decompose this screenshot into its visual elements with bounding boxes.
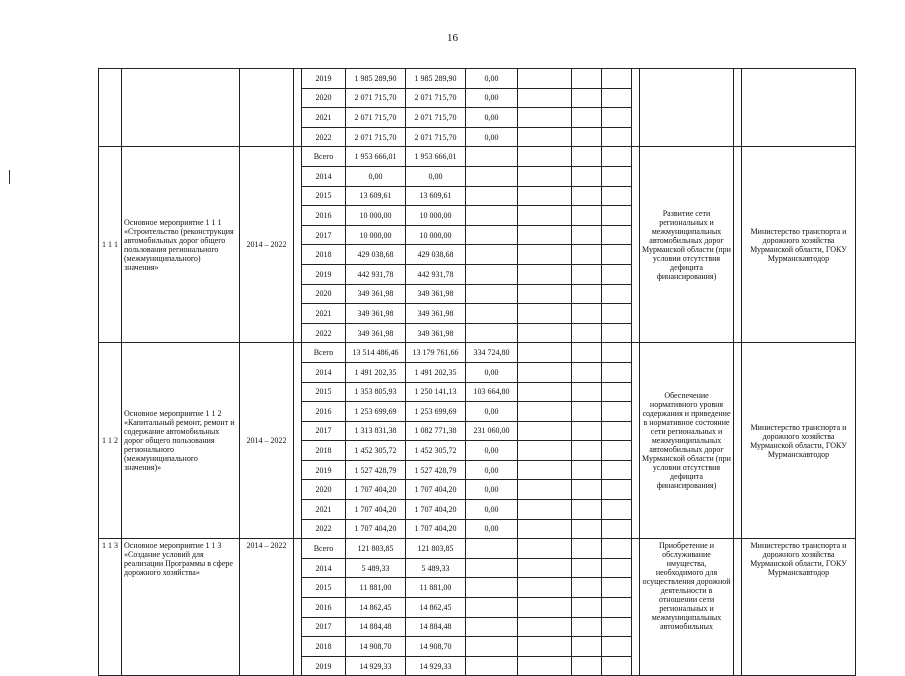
regional-budget-cell: 2 071 715,70 [406, 88, 466, 108]
year-cell: 2020 [302, 480, 346, 500]
empty-cell [602, 186, 632, 206]
empty-cell [518, 617, 572, 637]
table-body [99, 69, 856, 676]
regional-budget-cell: 1 250 141,13 [406, 382, 466, 402]
total-cell: 13 609,61 [346, 186, 406, 206]
regional-budget-cell: 14 908,70 [406, 637, 466, 657]
federal-budget-cell [466, 245, 518, 265]
total-cell: 5 489,33 [346, 558, 406, 578]
federal-budget-cell [466, 225, 518, 245]
empty-cell [518, 88, 572, 108]
year-cell: 2016 [302, 402, 346, 422]
empty-cell [572, 284, 602, 304]
federal-budget-cell [466, 264, 518, 284]
federal-budget-cell [466, 558, 518, 578]
total-cell: 11 881,00 [346, 578, 406, 598]
empty-cell [518, 166, 572, 186]
regional-budget-cell: 1 527 428,79 [406, 460, 466, 480]
federal-budget-cell: 0,00 [466, 500, 518, 520]
measure-outcome [640, 69, 734, 147]
empty-cell [602, 69, 632, 89]
regional-budget-cell: 1 491 202,35 [406, 362, 466, 382]
regional-budget-cell: 2 071 715,70 [406, 127, 466, 147]
total-cell: 1 707 404,20 [346, 519, 406, 539]
measure-name: Основное мероприятие 1 1 2 «Капитальный ремонт, ремонт и содержание автомобильных дорог общего пользования регионального (межмуниципального значения)» [122, 343, 240, 539]
year-cell: 2022 [302, 519, 346, 539]
empty-cell [602, 421, 632, 441]
regional-budget-cell: 121 803,85 [406, 539, 466, 559]
empty-cell [572, 362, 602, 382]
measure-number: 1 1 3 [99, 539, 122, 676]
margin-mark [9, 170, 10, 184]
total-cell: 349 361,98 [346, 284, 406, 304]
federal-budget-cell: 0,00 [466, 480, 518, 500]
empty-cell [572, 460, 602, 480]
empty-cell [518, 108, 572, 128]
measure-executor: Министерство транспорта и дорожного хозяйства Мурманской области, ГОКУ Мурманскавтодор [742, 343, 856, 539]
total-cell: 1 953 666,01 [346, 147, 406, 167]
year-cell: Всего [302, 343, 346, 363]
regional-budget-cell: 2 071 715,70 [406, 108, 466, 128]
regional-budget-cell: 349 361,98 [406, 284, 466, 304]
total-cell: 10 000,00 [346, 206, 406, 226]
empty-cell [518, 402, 572, 422]
regional-budget-cell: 442 931,78 [406, 264, 466, 284]
total-cell: 442 931,78 [346, 264, 406, 284]
empty-cell [518, 480, 572, 500]
total-cell: 1 527 428,79 [346, 460, 406, 480]
federal-budget-cell [466, 323, 518, 343]
spacer-cell [632, 539, 640, 676]
total-cell: 1 707 404,20 [346, 500, 406, 520]
federal-budget-cell [466, 617, 518, 637]
federal-budget-cell [466, 598, 518, 618]
measure-outcome: Приобретение и обслуживание имущества, необходимого для осуществления дорожной деятельности в отношении сети региональных и межмуниципальных автомобильных [640, 539, 734, 676]
year-cell: 2018 [302, 441, 346, 461]
year-cell: 2021 [302, 108, 346, 128]
empty-cell [602, 108, 632, 128]
empty-cell [602, 206, 632, 226]
federal-budget-cell: 0,00 [466, 108, 518, 128]
empty-cell [572, 88, 602, 108]
spacer-cell [294, 539, 302, 676]
total-cell: 1 313 831,38 [346, 421, 406, 441]
spacer-cell [632, 343, 640, 539]
federal-budget-cell: 0,00 [466, 519, 518, 539]
measure-period: 2014 – 2022 [240, 539, 294, 676]
spacer-cell [734, 147, 742, 343]
federal-budget-cell: 231 060,00 [466, 421, 518, 441]
year-cell: 2014 [302, 558, 346, 578]
year-cell: 2015 [302, 382, 346, 402]
regional-budget-cell: 1 082 771,38 [406, 421, 466, 441]
empty-cell [572, 225, 602, 245]
measure-period: 2014 – 2022 [240, 147, 294, 343]
federal-budget-cell [466, 304, 518, 324]
spacer-cell [294, 147, 302, 343]
empty-cell [572, 598, 602, 618]
federal-budget-cell: 0,00 [466, 441, 518, 461]
empty-cell [518, 225, 572, 245]
total-cell: 14 862,45 [346, 598, 406, 618]
total-cell: 2 071 715,70 [346, 127, 406, 147]
year-cell: 2015 [302, 186, 346, 206]
empty-cell [518, 245, 572, 265]
empty-cell [518, 500, 572, 520]
empty-cell [518, 421, 572, 441]
federal-budget-cell: 0,00 [466, 460, 518, 480]
empty-cell [602, 558, 632, 578]
total-cell: 1 253 699,69 [346, 402, 406, 422]
empty-cell [602, 245, 632, 265]
year-cell: 2022 [302, 127, 346, 147]
program-measures-table [98, 68, 856, 676]
empty-cell [602, 539, 632, 559]
empty-cell [572, 617, 602, 637]
year-cell: 2016 [302, 598, 346, 618]
total-cell: 10 000,00 [346, 225, 406, 245]
empty-cell [518, 186, 572, 206]
year-cell: 2018 [302, 245, 346, 265]
regional-budget-cell: 1 452 305,72 [406, 441, 466, 461]
empty-cell [572, 108, 602, 128]
federal-budget-cell [466, 206, 518, 226]
year-cell: 2019 [302, 69, 346, 89]
spacer-cell [294, 343, 302, 539]
empty-cell [602, 480, 632, 500]
regional-budget-cell: 10 000,00 [406, 206, 466, 226]
empty-cell [572, 147, 602, 167]
total-cell: 349 361,98 [346, 323, 406, 343]
total-cell: 1 452 305,72 [346, 441, 406, 461]
federal-budget-cell: 0,00 [466, 88, 518, 108]
federal-budget-cell: 334 724,80 [466, 343, 518, 363]
year-cell: 2014 [302, 166, 346, 186]
empty-cell [602, 166, 632, 186]
year-cell: 2022 [302, 323, 346, 343]
spacer-cell [734, 343, 742, 539]
year-cell: 2021 [302, 304, 346, 324]
regional-budget-cell: 5 489,33 [406, 558, 466, 578]
year-cell: 2018 [302, 637, 346, 657]
federal-budget-cell: 103 664,80 [466, 382, 518, 402]
empty-cell [518, 264, 572, 284]
empty-cell [572, 402, 602, 422]
year-cell: 2017 [302, 225, 346, 245]
measure-name [122, 69, 240, 147]
empty-cell [518, 147, 572, 167]
measure-name: Основное мероприятие 1 1 1 «Строительство (реконструкция автомобильных дорог общего пользования регионального (межмуниципального) значения» [122, 147, 240, 343]
empty-cell [602, 500, 632, 520]
total-cell: 1 985 289,90 [346, 69, 406, 89]
empty-cell [602, 304, 632, 324]
federal-budget-cell [466, 656, 518, 676]
empty-cell [518, 343, 572, 363]
empty-cell [602, 402, 632, 422]
regional-budget-cell: 1 253 699,69 [406, 402, 466, 422]
year-cell: 2021 [302, 500, 346, 520]
empty-cell [518, 578, 572, 598]
spacer-cell [294, 69, 302, 147]
total-cell: 14 929,33 [346, 656, 406, 676]
measure-period: 2014 – 2022 [240, 343, 294, 539]
measure-outcome: Обеспечение нормативного уровня содержания и приведение в нормативное состояние сети региональных и межмуниципальных автомобильных дорог Мурманской области (при условии отсутствия дефицита финансирования) [640, 343, 734, 539]
table-row [99, 343, 856, 363]
regional-budget-cell: 14 862,45 [406, 598, 466, 618]
empty-cell [572, 539, 602, 559]
year-cell: 2016 [302, 206, 346, 226]
empty-cell [518, 323, 572, 343]
empty-cell [518, 69, 572, 89]
empty-cell [602, 578, 632, 598]
regional-budget-cell: 1 953 666,01 [406, 147, 466, 167]
empty-cell [602, 88, 632, 108]
empty-cell [518, 519, 572, 539]
measure-period [240, 69, 294, 147]
total-cell: 14 884,48 [346, 617, 406, 637]
empty-cell [518, 382, 572, 402]
empty-cell [572, 245, 602, 265]
total-cell: 121 803,85 [346, 539, 406, 559]
year-cell: 2019 [302, 460, 346, 480]
empty-cell [518, 304, 572, 324]
regional-budget-cell: 1 707 404,20 [406, 480, 466, 500]
year-cell: 2015 [302, 578, 346, 598]
total-cell: 13 514 486,46 [346, 343, 406, 363]
regional-budget-cell: 1 707 404,20 [406, 500, 466, 520]
federal-budget-cell [466, 166, 518, 186]
empty-cell [518, 656, 572, 676]
spacer-cell [632, 69, 640, 147]
total-cell: 349 361,98 [346, 304, 406, 324]
empty-cell [602, 598, 632, 618]
federal-budget-cell: 0,00 [466, 402, 518, 422]
empty-cell [572, 264, 602, 284]
year-cell: 2017 [302, 421, 346, 441]
regional-budget-cell: 0,00 [406, 166, 466, 186]
empty-cell [602, 656, 632, 676]
total-cell: 2 071 715,70 [346, 108, 406, 128]
spacer-cell [734, 539, 742, 676]
empty-cell [602, 617, 632, 637]
empty-cell [572, 127, 602, 147]
measure-number: 1 1 1 [99, 147, 122, 343]
federal-budget-cell: 0,00 [466, 69, 518, 89]
year-cell: 2019 [302, 264, 346, 284]
page-number: 16 [447, 32, 458, 44]
empty-cell [572, 206, 602, 226]
total-cell: 429 038,68 [346, 245, 406, 265]
empty-cell [518, 206, 572, 226]
empty-cell [602, 460, 632, 480]
table-row [99, 69, 856, 89]
regional-budget-cell: 14 929,33 [406, 656, 466, 676]
empty-cell [602, 147, 632, 167]
total-cell: 1 491 202,35 [346, 362, 406, 382]
year-cell: 2017 [302, 617, 346, 637]
empty-cell [518, 284, 572, 304]
empty-cell [572, 480, 602, 500]
federal-budget-cell: 0,00 [466, 362, 518, 382]
year-cell: Всего [302, 147, 346, 167]
regional-budget-cell: 349 361,98 [406, 304, 466, 324]
measure-executor: Министерство транспорта и дорожного хозяйства Мурманской области, ГОКУ Мурманскавтодор [742, 539, 856, 676]
empty-cell [602, 382, 632, 402]
empty-cell [572, 186, 602, 206]
empty-cell [572, 441, 602, 461]
empty-cell [518, 460, 572, 480]
federal-budget-cell [466, 578, 518, 598]
empty-cell [602, 441, 632, 461]
regional-budget-cell: 10 000,00 [406, 225, 466, 245]
year-cell: Всего [302, 539, 346, 559]
year-cell: 2014 [302, 362, 346, 382]
measure-number [99, 69, 122, 147]
empty-cell [602, 343, 632, 363]
federal-budget-cell [466, 147, 518, 167]
measure-outcome: Развитие сети региональных и межмуниципальных автомобильных дорог Мурманской области (при условии отсутствия дефицита финансирования) [640, 147, 734, 343]
empty-cell [572, 558, 602, 578]
total-cell: 14 908,70 [346, 637, 406, 657]
federal-budget-cell [466, 539, 518, 559]
spacer-cell [632, 147, 640, 343]
regional-budget-cell: 13 609,61 [406, 186, 466, 206]
total-cell: 2 071 715,70 [346, 88, 406, 108]
empty-cell [518, 539, 572, 559]
regional-budget-cell: 14 884,48 [406, 617, 466, 637]
federal-budget-cell [466, 186, 518, 206]
empty-cell [572, 304, 602, 324]
year-cell: 2020 [302, 284, 346, 304]
total-cell: 0,00 [346, 166, 406, 186]
year-cell: 2020 [302, 88, 346, 108]
empty-cell [572, 166, 602, 186]
empty-cell [572, 69, 602, 89]
federal-budget-cell [466, 284, 518, 304]
regional-budget-cell: 349 361,98 [406, 323, 466, 343]
empty-cell [602, 127, 632, 147]
measure-executor: Министерство транспорта и дорожного хозяйства Мурманской области, ГОКУ Мурманскавтодор [742, 147, 856, 343]
federal-budget-cell: 0,00 [466, 127, 518, 147]
regional-budget-cell: 11 881,00 [406, 578, 466, 598]
empty-cell [572, 323, 602, 343]
total-cell: 1 707 404,20 [346, 480, 406, 500]
empty-cell [602, 323, 632, 343]
empty-cell [518, 362, 572, 382]
regional-budget-cell: 1 985 289,90 [406, 69, 466, 89]
empty-cell [572, 343, 602, 363]
measure-executor [742, 69, 856, 147]
empty-cell [572, 500, 602, 520]
empty-cell [572, 421, 602, 441]
total-cell: 1 353 805,93 [346, 382, 406, 402]
table-row [99, 539, 856, 559]
regional-budget-cell: 429 038,68 [406, 245, 466, 265]
empty-cell [518, 127, 572, 147]
empty-cell [518, 598, 572, 618]
empty-cell [602, 519, 632, 539]
spacer-cell [734, 69, 742, 147]
year-cell: 2019 [302, 656, 346, 676]
empty-cell [518, 441, 572, 461]
empty-cell [572, 519, 602, 539]
empty-cell [572, 382, 602, 402]
empty-cell [572, 578, 602, 598]
measure-number: 1 1 2 [99, 343, 122, 539]
empty-cell [602, 225, 632, 245]
empty-cell [602, 264, 632, 284]
measure-name: Основное мероприятие 1 1 3 «Создание условий для реализации Программы в сфере дорожного хозяйства» [122, 539, 240, 676]
empty-cell [518, 558, 572, 578]
empty-cell [572, 656, 602, 676]
regional-budget-cell: 1 707 404,20 [406, 519, 466, 539]
empty-cell [602, 284, 632, 304]
empty-cell [602, 362, 632, 382]
table-row [99, 147, 856, 167]
regional-budget-cell: 13 179 761,66 [406, 343, 466, 363]
